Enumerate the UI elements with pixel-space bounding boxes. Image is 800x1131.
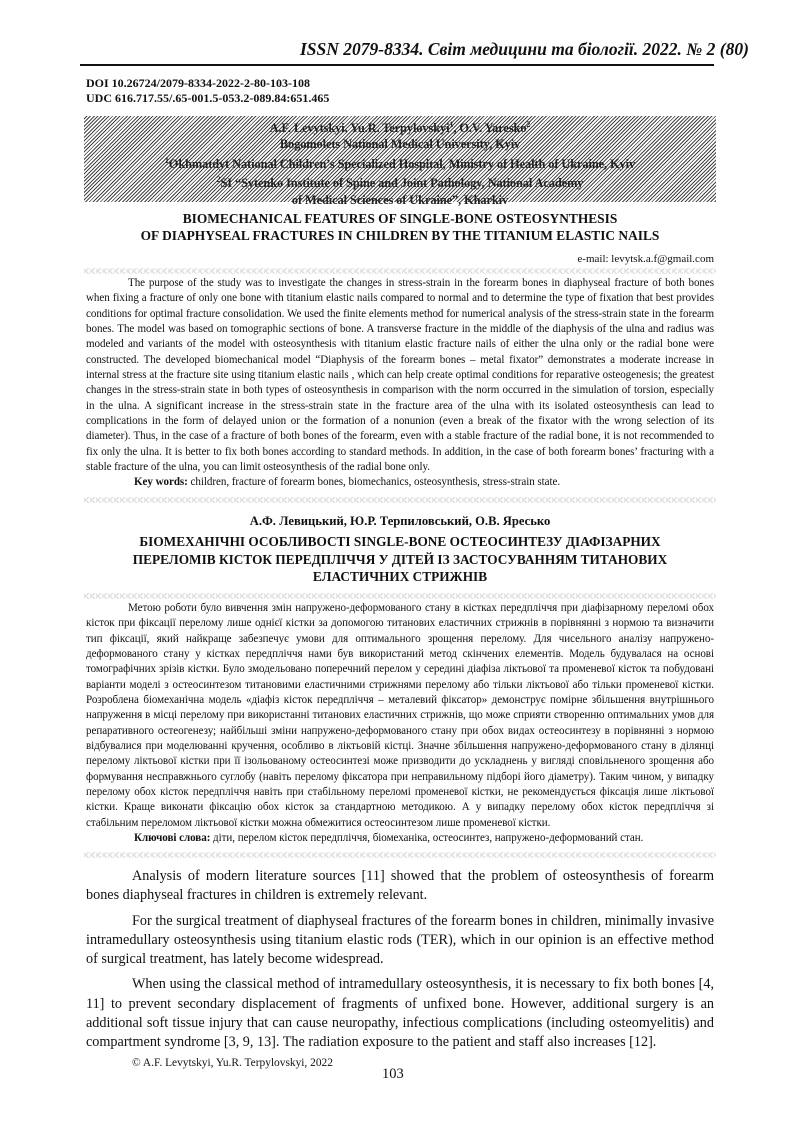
copyright-notice: © A.F. Levytskyi, Yu.R. Terpylovskyi, 2022 [132, 1057, 333, 1069]
keywords-ua: Ключові слова: діти, перелом кісток передпліччя, біомеханіка, остеосинтез, напружено-деформований стан. [134, 832, 644, 845]
article-identifiers [86, 76, 329, 105]
contact-email[interactable]: e-mail: levytsk.a.f@gmail.com [577, 253, 714, 265]
authors-en: A.F. Levytskyi, Yu.R. Terpylovskyi$^1$, O.V. Yaresko$^2$ [269, 120, 531, 136]
abstract-ua [86, 601, 714, 847]
doi: DOI 10.26724/2079-8334-2022-2-80-103-108 [86, 76, 310, 90]
affiliation-3: $^2$SI “Sytenko Institute of Spine and Joint Pathology, National Academy [216, 175, 584, 191]
article-title-ua: БІОМЕХАНІЧНІ ОСОБЛИВОСТІ SINGLE-BONE ОСТЕОСИНТЕЗУ ДІАФІЗАРНИХ ПЕРЕЛОМІВ КІСТОК ПЕРЕДПЛІЧЧЯ У ДІТЕЙ ІЗ ЗАСТОСУВАННЯМ ТИТАНОВИХ ЕЛАСТИЧНИХ СТРИЖНІВ [132, 534, 668, 584]
author-affiliations [84, 117, 716, 208]
authors-ua: А.Ф. Левицький, Ю.Р. Терпиловський, О.В. Яресько [249, 514, 551, 528]
keywords-en: Key words: children, fracture of forearm bones, biomechanics, osteosynthesis, stress-strain state. [134, 476, 561, 489]
divider [84, 593, 716, 599]
affiliation-2: $^1$Okhmatdyt National Children’s Specialized Hospital, Ministry of Health of Ukraine, Kyiv [164, 155, 636, 171]
journal-header: ISSN 2079-8334. Світ медицини та біології. 2022. № 2 (80) [300, 39, 749, 59]
divider [84, 497, 716, 503]
udc: UDC 616.717.55/.65-001.5-053.2-089.84:651.465 [86, 90, 330, 105]
abstract-ua-text: Метою роботи було вивчення змін напружено-деформованого стану в кістках передпліччя при діафізарному переломі обох кісток при фіксації перелому лише однієї кістки за допомогою титанових еластичних стрижнів в порівнянні з нормою та визначити тип фіксації, який найкраще забезпечує умови для оптимального зрощення перелому. Для чисельного аналізу напружено-деформованого стану у кістках передпліччя нами був використаний метод скінчених елементів. Модель будувалася на основі томографічних зрізів кістки. Було змодельовано поперечний перелом у середині діафіза ліктьової та променевої кісток та побудовані варіанти моделі з остеосинтезом титановими еластичними стрижнями перелому або тільки ліктьової або тільки променевої кістки. Розроблена біомеханічна модель «діафіз кісток передпліччя – металевий фіксатор» демонструє помірне збільшення внутрішнього напруження в місці перелому при використанні титанових еластичних стрижнів, що може сприяти створенню оптимальних умов для репаративного остеогенезу; найбільші зміни напружено-деформованого стану при обох видах остеосинтезу в порівнянні з нормою відбувалися при моделюванні кручення, особливо в ліктьовій кістці. Значне збільшення напружено-деформованого стану в ділянці перелому ліктьової кістки при її ізольованому остеосинтезі може призводити до ускладнень у вигляді сповільненого зрощення або формування несправжнього суглобу (навіть перелому фіксатора при неправильному підборі його діаметру). Таким чином, у випадку перелому обох кісток передпліччя навіть при стабільному переломі променевої кістки, не рекомендується фіксація лише ліктьової кістки. Краще виконати фіксацію обох кісток за стандартною методикою. А у випадку перелому обох кісток передпліччя зі стабільним переломом ліктьової кістки можна обмежитися остеосинтезом лише променевої кістки. [86, 602, 714, 829]
divider [84, 268, 716, 274]
body-paragraph: Analysis of modern literature sources [11] showed that the problem of osteosynthesis of forearm bones diaphyseal fractures in children is extremely relevant. [86, 868, 714, 904]
article-body [86, 867, 714, 1059]
article-title-en: BIOMECHANICAL FEATURES OF SINGLE-BONE OSTEOSYNTHESIS OF DIAPHYSEAL FRACTURES IN CHILDREN BY THE TITANIUM ELASTIC NAILS [140, 211, 660, 243]
affiliation-1: Bogomolets National Medical University, Kyiv [279, 137, 521, 152]
page-number: 103 [382, 1066, 404, 1082]
affiliation-3-cont: of Medical Sciences of Ukraine”, Kharkiv [291, 192, 509, 207]
divider [84, 852, 716, 858]
header-rule [80, 64, 714, 66]
body-paragraph: When using the classical method of intramedullary osteosynthesis, it is necessary to fix both bones [4, 11] to prevent secondary displacement of fragments of unfixed bone. However, additional surgery is an additional soft tissue injury that can cause neuropathy, infectious complications (including osteomyelitis) and compartment syndrome [3, 9, 13]. The radiation exposure to the patient and staff also increases [12]. [86, 976, 714, 1051]
body-paragraph: For the surgical treatment of diaphyseal fractures of the forearm bones in children, minimally invasive intramedullary osteosynthesis using titanium elastic rods (TER), which in our opinion is an effective method of surgical treatment, has lately become widespread. [86, 912, 714, 968]
abstract-en [86, 276, 714, 491]
abstract-en-text: The purpose of the study was to investigate the changes in stress-strain in the forearm bones in diaphyseal fracture of both bones when fixing a fracture of only one bone with titanium elastic nails compared to normal and to determine the type of fixation that best provides conditions for optimal fracture consolidation. We used the finite elements method for numerical analysis of the stress-strain state in the forearm bones. The model was based on tomographic sections of bone. A transverse fracture in the middle of the diaphysis of the ulna and radius was modeled and variants of the model with osteosynthesis with titanium elastic fracture nails of either the ulna only or the radial bone were constructed. The developed biomechanical model “Diaphysis of the forearm bones – metal fixator” demonstrates a moderate increase in internal stress at the fracture site using titanium elastic nails , which can help create optimal conditions for reparative osteogenesis; the greatest changes in the stress-strain state in both types of osteosynthesis in comparison with the norm occurred in the simulation of torsion, especially in the ulna. A significant increase in the stress-strain state in the fracture area of the ulna with its isolated osteosynthesis can lead to complications in the form of delayed union or the formation of a nonunion (even a break of the fixator with the wrong selection of its diameter). Thus, in the case of a fracture of both bones of the forearm, even with a stable fracture of the radial bone, it is not recommended to fix only the ulna. It is better to fix both bones according to standard methods. In addition, in the case of both forearm bones’ fracturing with a stable fracture of the ulna, you can limit osteosynthesis of the radial bone only. [86, 277, 714, 474]
